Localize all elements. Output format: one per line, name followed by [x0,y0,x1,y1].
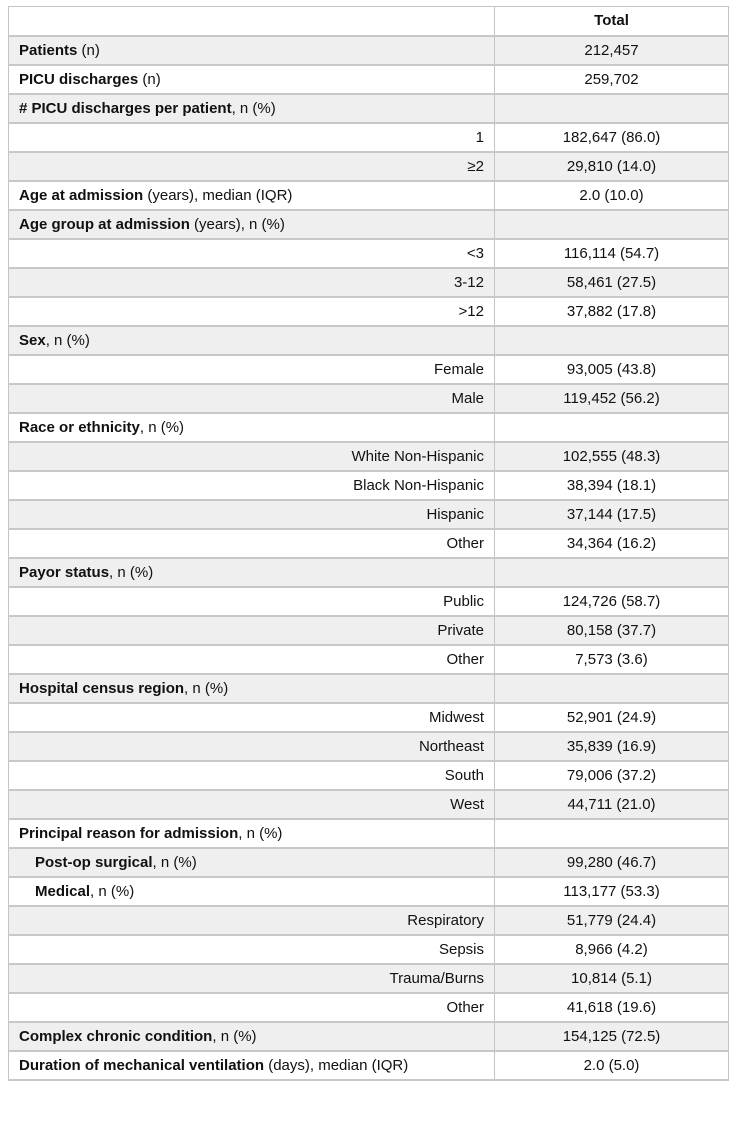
row-label-cell [9,123,495,152]
row-value-cell: 93,005 (43.8) [495,355,729,384]
table-row [9,239,729,268]
row-value-cell: 58,461 (27.5) [495,268,729,297]
row-label-bold: Principal reason for admission [19,824,239,842]
row-label-cell [9,906,495,935]
row-label-cell [9,355,495,384]
row-label-text: Midwest [428,708,484,726]
row-label-bold: Age group at admission [19,215,190,233]
table-row [9,906,729,935]
row-label-text: 3-12 [453,273,484,291]
row-label-cell [9,152,495,181]
row-label-text: , n (%) [139,418,185,436]
row-label-cell [9,587,495,616]
table-row [9,500,729,529]
row-label-cell [9,674,495,703]
row-label-cell [9,384,495,413]
row-label-cell [9,529,495,558]
row-label-bold: PICU discharges [19,70,139,88]
table-row [9,413,729,442]
row-label-cell [9,790,495,819]
table-row [9,993,729,1022]
row-label-text: , n (%) [184,679,229,697]
row-value-cell [495,819,729,848]
table-row [9,877,729,906]
row-label-text: , n (%) [152,853,197,871]
row-value-cell [495,413,729,442]
row-label-cell [9,616,495,645]
table-row [9,645,729,674]
table-row [9,297,729,326]
row-value-cell: 80,158 (37.7) [495,616,729,645]
row-value-cell [495,326,729,355]
row-label-text: Public [443,592,484,610]
table-row [9,1051,729,1080]
table-row [9,65,729,94]
row-label-cell [9,819,495,848]
row-label-cell [9,181,495,210]
row-label-cell [9,326,495,355]
row-value-cell: 52,901 (24.9) [495,703,729,732]
row-label-cell [9,848,495,877]
row-label-text: , n (%) [90,882,135,900]
table-row [9,703,729,732]
row-label-text: , n (%) [238,824,283,842]
table-row [9,210,729,239]
row-label-bold: Payor status [19,563,110,581]
row-label-cell [9,413,495,442]
row-label-text: Male [451,389,484,407]
row-value-cell: 182,647 (86.0) [495,123,729,152]
row-label-cell [9,964,495,993]
table-row [9,326,729,355]
row-value-cell: 34,364 (16.2) [495,529,729,558]
row-label-cell [9,703,495,732]
table-row [9,384,729,413]
row-label-text: , n (%) [231,99,276,117]
row-label-text: Northeast [418,737,484,755]
row-label-cell [9,297,495,326]
row-value-cell: 41,618 (19.6) [495,993,729,1022]
row-label-cell [9,65,495,94]
row-label-text: Female [433,360,484,378]
table-row [9,94,729,123]
row-label-text: Other [446,534,484,552]
table-row [9,355,729,384]
row-value-cell: 154,125 (72.5) [495,1022,729,1051]
row-value-cell: 259,702 [495,65,729,94]
row-label-text: (years), n (%) [189,215,285,233]
row-label-cell [9,210,495,239]
table-row [9,558,729,587]
row-value-cell: 35,839 (16.9) [495,732,729,761]
row-value-cell [495,94,729,123]
row-label-text: Black Non-Hispanic [353,476,484,494]
row-label-text: 1 [475,128,484,146]
table-row [9,529,729,558]
row-value-cell: 124,726 (58.7) [495,587,729,616]
row-label-text: >12 [458,302,484,320]
row-label-cell [9,935,495,964]
table-row [9,36,729,65]
row-label-text: Respiratory [407,911,484,929]
row-value-cell: 79,006 (37.2) [495,761,729,790]
table-row [9,471,729,500]
table-row [9,587,729,616]
row-label-text: (n) [77,41,100,59]
row-value-cell: 8,966 (4.2) [495,935,729,964]
row-label-text: West [450,795,484,813]
table-row [9,123,729,152]
row-label-text: (years), median (IQR) [143,186,293,204]
row-label-cell [9,1022,495,1051]
row-label-text: Private [437,621,484,639]
row-value-cell: 212,457 [495,36,729,65]
row-label-cell [9,645,495,674]
row-value-cell: 10,814 (5.1) [495,964,729,993]
row-label-cell [9,239,495,268]
row-label-bold: # PICU discharges per patient [19,99,232,117]
row-label-bold: Medical [35,882,91,900]
header-total-cell: Total [495,7,729,36]
table-row [9,761,729,790]
row-value-cell: 113,177 (53.3) [495,877,729,906]
row-label-text: <3 [466,244,484,262]
table-row [9,616,729,645]
table-row [9,732,729,761]
table-row [9,848,729,877]
row-label-cell [9,442,495,471]
row-value-cell [495,558,729,587]
row-label-text: South [444,766,484,784]
table-row [9,790,729,819]
cohort-characteristics-table [8,6,729,1081]
row-label-text: Hispanic [426,505,484,523]
row-label-text: (n) [138,70,161,88]
row-label-cell [9,36,495,65]
table-row [9,935,729,964]
row-label-text: Other [446,650,484,668]
table-row [9,674,729,703]
row-label-text: , n (%) [45,331,90,349]
table-row [9,819,729,848]
row-label-text: White Non-Hispanic [351,447,484,465]
table-header-row [9,7,729,36]
row-value-cell: 7,573 (3.6) [495,645,729,674]
row-value-cell: 38,394 (18.1) [495,471,729,500]
row-label-bold: Sex [19,331,46,349]
row-label-cell [9,471,495,500]
row-label-bold: Post-op surgical [35,853,153,871]
row-value-cell: 37,882 (17.8) [495,297,729,326]
row-label-bold: Complex chronic condition [19,1027,213,1045]
table-row [9,442,729,471]
row-label-cell [9,1051,495,1080]
table-row [9,1022,729,1051]
row-value-cell: 29,810 (14.0) [495,152,729,181]
row-label-bold: Patients [19,41,78,59]
row-value-cell: 2.0 (10.0) [495,181,729,210]
row-label-text: Sepsis [438,940,484,958]
row-label-bold: Duration of mechanical ventilation [19,1056,265,1074]
row-label-cell [9,993,495,1022]
row-value-cell: 51,779 (24.4) [495,906,729,935]
row-value-cell: 119,452 (56.2) [495,384,729,413]
row-label-cell [9,761,495,790]
row-label-bold: Age at admission [19,186,144,204]
row-value-cell: 44,711 (21.0) [495,790,729,819]
row-label-text: (days), median (IQR) [264,1056,409,1074]
row-label-cell [9,94,495,123]
row-value-cell [495,210,729,239]
row-label-text: Trauma/Burns [389,969,484,987]
row-label-text: , n (%) [109,563,154,581]
row-label-text: Other [446,998,484,1016]
row-label-bold: Hospital census region [19,679,185,697]
header-label-cell [9,7,495,36]
table-row [9,964,729,993]
row-label-cell [9,732,495,761]
row-value-cell [495,674,729,703]
row-value-cell: 2.0 (5.0) [495,1051,729,1080]
table-row [9,268,729,297]
row-label-cell [9,500,495,529]
table-row [9,152,729,181]
row-value-cell: 99,280 (46.7) [495,848,729,877]
row-label-cell [9,877,495,906]
row-label-bold: Race or ethnicity [19,418,140,436]
row-label-cell [9,268,495,297]
row-value-cell: 116,114 (54.7) [495,239,729,268]
row-label-text: ≥2 [467,157,484,175]
row-label-cell [9,558,495,587]
table-body [9,36,729,1080]
row-value-cell: 37,144 (17.5) [495,500,729,529]
row-label-text: , n (%) [212,1027,257,1045]
table-row [9,181,729,210]
row-value-cell: 102,555 (48.3) [495,442,729,471]
